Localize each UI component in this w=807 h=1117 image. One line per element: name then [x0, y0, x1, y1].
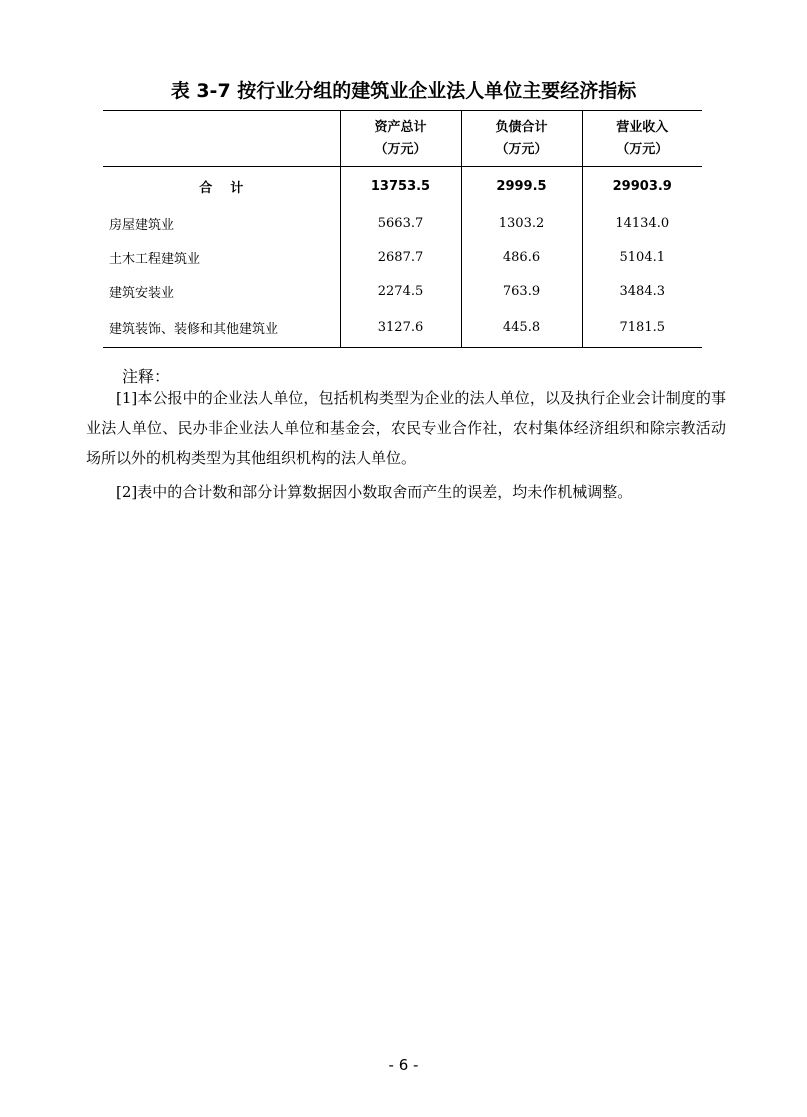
cell-value: 3484.3 — [582, 275, 702, 309]
cell-value: 445.8 — [461, 309, 582, 348]
header-label: 资产总计 — [374, 119, 427, 135]
economic-indicators-table — [103, 110, 702, 348]
header-operating-revenue — [582, 111, 702, 167]
header-industry — [103, 111, 340, 167]
cell-value: 5104.1 — [582, 241, 702, 275]
cell-value: 763.9 — [461, 275, 582, 309]
cell-value: 486.6 — [461, 241, 582, 275]
table-title: 表 3-7 按行业分组的建筑业企业法人单位主要经济指标 — [170, 80, 637, 102]
table-row — [103, 241, 702, 275]
cell-value: 14134.0 — [582, 207, 702, 241]
cell-value: 7181.5 — [582, 309, 702, 348]
row-label: 建筑装饰、装修和其他建筑业 — [103, 309, 340, 348]
notes-title: 注释： — [122, 367, 171, 386]
cell-value: 13753.5 — [340, 167, 461, 207]
header-total-assets — [340, 111, 461, 167]
row-label: 建筑安装业 — [109, 286, 175, 301]
page-number: - 6 - — [388, 1056, 419, 1074]
header-label: 营业收入 — [616, 119, 669, 135]
row-label: 合计 — [199, 181, 262, 197]
row-label: 土木工程建筑业 — [109, 252, 201, 267]
cell-value: 2999.5 — [461, 167, 582, 207]
table-row — [103, 309, 702, 348]
cell-value: 1303.2 — [461, 207, 582, 241]
table-row-total — [103, 167, 702, 207]
table-row — [103, 275, 702, 309]
table-row — [103, 207, 702, 241]
table-header-row — [103, 111, 702, 167]
cell-value: 3127.6 — [340, 309, 461, 348]
header-total-liabilities — [461, 111, 582, 167]
cell-value: 2687.7 — [340, 241, 461, 275]
header-label: 负债合计 — [495, 119, 548, 135]
cell-value: 29903.9 — [582, 167, 702, 207]
note-paragraph-2: [2]表中的合计数和部分计算数据因小数取舍而产生的误差，均未作机械调整。 — [116, 483, 633, 501]
note-paragraph-1: [1]本公报中的企业法人单位，包括机构类型为企业的法人单位，以及执行企业会计制度的事业法人单位、民办非企业法人单位和基金会，农民专业合作社，农村集体经济组织和除宗教活动场所以外的机构类型为其他组织机构的法人单位。 — [86, 389, 726, 467]
cell-value: 2274.5 — [340, 275, 461, 309]
header-unit: （万元） — [374, 141, 427, 157]
header-unit: （万元） — [616, 141, 669, 157]
cell-value: 5663.7 — [340, 207, 461, 241]
header-unit: （万元） — [495, 141, 548, 157]
row-label: 房屋建筑业 — [109, 218, 175, 233]
